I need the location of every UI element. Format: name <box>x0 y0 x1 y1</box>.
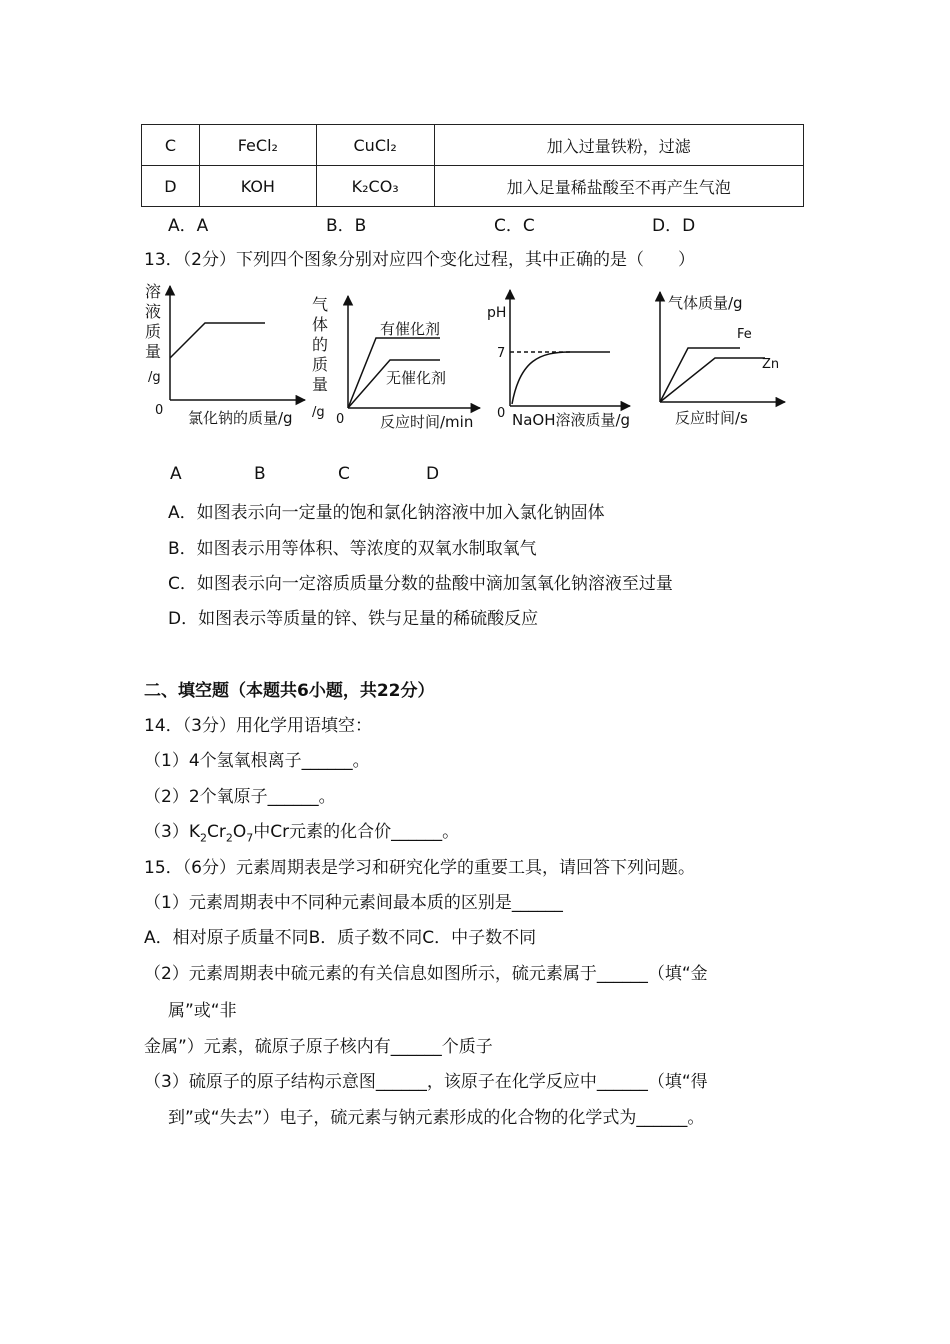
q14-line-1: （1）4个氢氧根离子______。 <box>144 751 370 771</box>
q15-line-6: （3）硫原子的原子结构示意图______，该原子在化学反应中______（填“得 <box>144 1072 708 1092</box>
q13-option-a: A．如图表示向一定量的饱和氯化钠溶液中加入氯化钠固体 <box>168 503 605 523</box>
graph-b-ylabel: 的 <box>312 335 329 354</box>
graph-a-ylabel: 质 <box>145 322 162 341</box>
q12-option-b: B．B <box>326 216 367 236</box>
q13-option-b: B．如图表示用等体积、等浓度的双氧水制取氧气 <box>168 539 537 559</box>
graph-b-series1-label: 有催化剂 <box>380 320 441 338</box>
subscript: 2 <box>199 831 207 845</box>
graph-b-ylabel: 量 <box>312 375 329 394</box>
table-row <box>142 125 804 166</box>
table-row <box>142 166 804 207</box>
impurity-cell: K₂CO₃ <box>316 166 434 207</box>
substance-cell: KOH <box>199 166 316 207</box>
graph-d-ylabel: 气体质量/g <box>668 294 743 312</box>
graph-label-d: D <box>426 464 440 484</box>
subscript: 7 <box>246 831 254 845</box>
substance-cell: FeCl₂ <box>199 125 316 166</box>
q14-line-3 <box>144 817 459 844</box>
q13-option-d: D．如图表示等质量的锌、铁与足量的稀硫酸反应 <box>168 609 539 629</box>
graph-a-ylabel-unit: /g <box>148 370 161 385</box>
subscript: 2 <box>225 831 233 845</box>
q15-line-4: 属”或“非 <box>168 1001 237 1021</box>
q15-line-3: （2）元素周期表中硫元素的有关信息如图所示，硫元素属于______（填“金 <box>144 964 708 984</box>
section-heading: 二、填空题（本题共6小题，共22分） <box>144 681 435 701</box>
q14-line-3-post: 中Cr元素的化合价______。 <box>253 822 460 842</box>
q14-line-2: （2）2个氧原子______。 <box>144 787 336 807</box>
q14-stem: 14．（3分）用化学用语填空： <box>144 716 372 736</box>
graph-a-xlabel: 氯化钠的质量/g <box>188 409 293 427</box>
graph-a-ylabel: 量 <box>145 342 162 361</box>
q15-line-2: A．相对原子质量不同B．质子数不同C．中子数不同 <box>144 928 537 948</box>
q12-option-a: A．A <box>168 216 209 236</box>
graph-label-b: B <box>254 464 266 484</box>
reagent-table <box>141 124 804 207</box>
graph-label-c: C <box>338 464 350 484</box>
q15-line-1: （1）元素周期表中不同种元素间最本质的区别是______ <box>144 893 563 913</box>
q14-line-3-pre: （3）K <box>144 822 200 842</box>
graph-c-xlabel: NaOH溶液质量/g <box>512 411 631 429</box>
graph-c-tick-7: 7 <box>497 346 506 361</box>
impurity-cell: CuCl₂ <box>316 125 434 166</box>
graph-a-ylabel: 溶 <box>145 282 162 301</box>
graph-c-ylabel: pH <box>487 305 507 321</box>
q15-line-5: 金属”）元素，硫原子原子核内有______个质子 <box>144 1037 493 1057</box>
graph-b-series2-label: 无催化剂 <box>386 369 447 387</box>
graph-b-xlabel: 反应时间/min <box>380 413 474 431</box>
graph-b-ylabel: 质 <box>312 355 329 374</box>
graph-b-ylabel-unit: /g <box>312 405 325 420</box>
q13-option-c: C．如图表示向一定溶质质量分数的盐酸中滴加氢氧化钠溶液至过量 <box>168 574 673 594</box>
method-cell: 加入过量铁粉，过滤 <box>434 125 803 166</box>
q12-option-d: D．D <box>652 216 696 236</box>
graph-a-ylabel: 液 <box>145 302 162 321</box>
graph-b-ylabel: 气 <box>312 295 329 314</box>
graph-b-ylabel: 体 <box>312 315 329 334</box>
q15-stem: 15．（6分）元素周期表是学习和研究化学的重要工具，请回答下列问题。 <box>144 858 695 878</box>
graph-d-series1-label: Fe <box>737 327 752 342</box>
graph-a-origin: 0 <box>155 403 164 418</box>
formula-part: Cr <box>206 822 226 842</box>
q12-option-c: C．C <box>494 216 535 236</box>
row-label: C <box>142 125 200 166</box>
q13-graphs <box>140 280 800 435</box>
graph-c-origin: 0 <box>497 406 506 421</box>
graph-b-origin: 0 <box>336 412 345 427</box>
graph-d-series2-label: Zn <box>762 357 780 372</box>
row-label: D <box>142 166 200 207</box>
q15-line-7: 到”或“失去”）电子，硫元素与钠元素形成的化合物的化学式为______。 <box>168 1108 705 1128</box>
graph-label-a: A <box>170 464 182 484</box>
q13-stem: 13．（2分）下列四个图象分别对应四个变化过程，其中正确的是（ ） <box>144 250 695 270</box>
graph-d-xlabel: 反应时间/s <box>675 409 748 427</box>
formula-part: O <box>232 822 247 842</box>
method-cell: 加入足量稀盐酸至不再产生气泡 <box>434 166 803 207</box>
